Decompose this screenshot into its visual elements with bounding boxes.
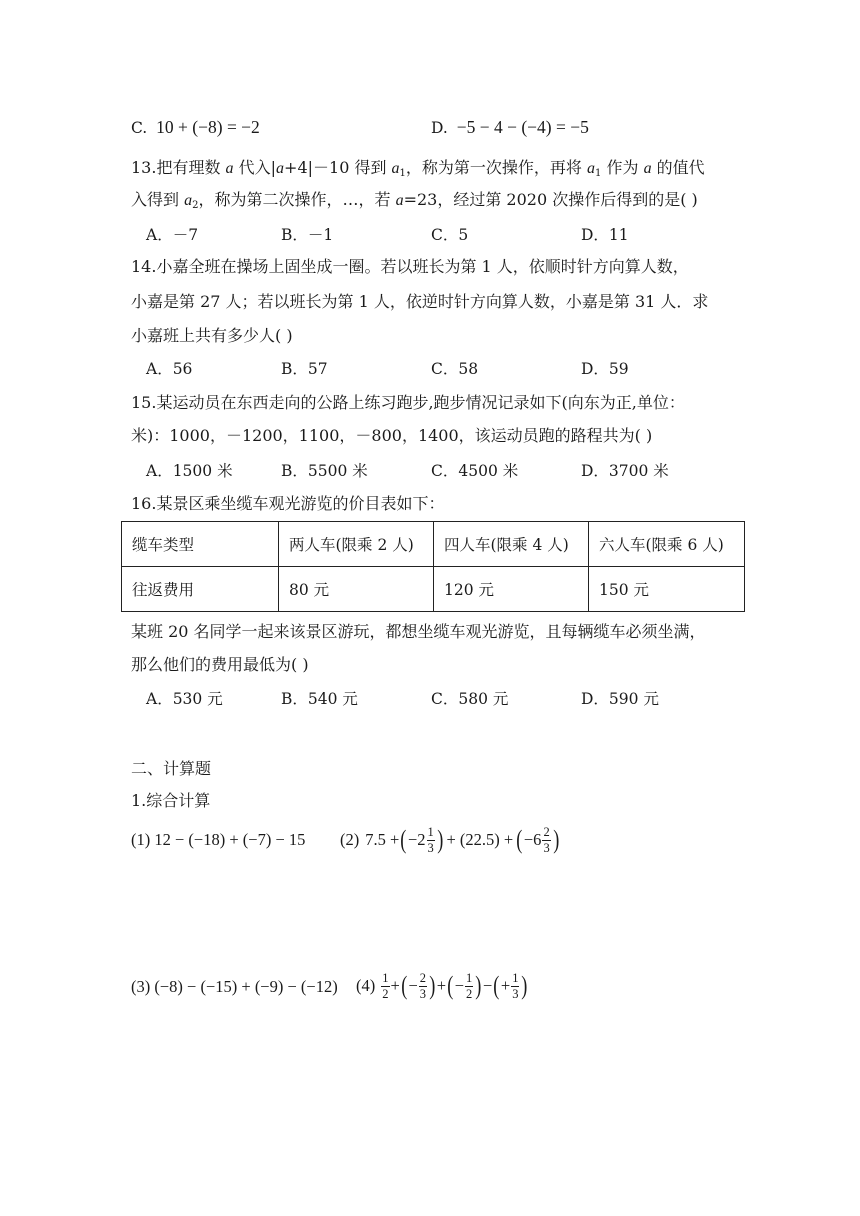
var: a <box>587 160 596 177</box>
numerator: 1 <box>382 971 389 985</box>
q13-line-1 <box>131 157 705 185</box>
q13-option-c: C．5 <box>431 226 469 244</box>
right-paren: ) <box>475 971 482 1000</box>
table-header-row <box>122 522 745 567</box>
text: ，称为第二次操作，…，若 <box>198 190 396 209</box>
q15-line-1: 15.某运动员在东西走向的公路上练习跑步,跑步情况记录如下(向东为正,单位： <box>131 393 685 412</box>
math-term: −2 <box>407 830 426 849</box>
q15-option-b: B．5500 米 <box>281 462 368 480</box>
var: a <box>184 192 193 209</box>
fraction <box>465 972 473 1000</box>
numerator: 1 <box>427 825 434 839</box>
q13-option-b: B．－1 <box>281 226 334 244</box>
numerator: 2 <box>419 971 427 985</box>
operator: − <box>482 976 493 995</box>
q15-line-2: 米)：1000，－1200，1100，－800，1400，该运动员跑的路程共为( ) <box>131 426 653 445</box>
q16-option-b: B．540 元 <box>281 690 358 708</box>
var: a <box>395 192 404 209</box>
q16-option-a: A．530 元 <box>146 690 223 708</box>
denominator: 3 <box>427 840 434 855</box>
q14-option-a: A．56 <box>146 360 193 378</box>
right-paren: ) <box>437 825 444 854</box>
q13-option-a: A．－7 <box>146 226 199 244</box>
var: a <box>643 160 652 177</box>
operator: − <box>454 976 465 995</box>
table-cell: 缆车类型 <box>122 522 279 567</box>
q14-line-1: 14.小嘉全班在操场上固坐成一圈。若以班长为第 1 人，依顺时针方向算人数， <box>131 257 689 276</box>
text: +4|－10 得到 <box>284 158 392 177</box>
text: 代入| <box>233 158 277 177</box>
left-paren: ( <box>401 971 408 1000</box>
q13-option-d: D．11 <box>581 226 629 244</box>
q13-line-2 <box>131 189 698 217</box>
option-expression: −5 − 4 − (−4) = −5 <box>456 117 589 137</box>
section-heading: 二、计算题 <box>131 759 212 778</box>
math-term: 7.5 + <box>365 830 400 849</box>
problem-1: (1) 12 − (−18) + (−7) − 15 <box>131 830 306 849</box>
q14-option-b: B．57 <box>281 360 328 378</box>
q16-option-c: C．580 元 <box>431 690 509 708</box>
q14-option-d: D．59 <box>581 360 629 378</box>
fraction <box>427 826 435 854</box>
q12-option-d <box>431 116 589 139</box>
table-cell: 两人车(限乘 2 人) <box>279 522 434 567</box>
q14-option-c: C．58 <box>431 360 479 378</box>
table-cell: 四人车(限乘 4 人) <box>434 522 589 567</box>
left-paren: ( <box>447 971 454 1000</box>
q15-option-a: A．1500 米 <box>146 462 233 480</box>
right-paren: ) <box>521 971 528 1000</box>
option-label: C. <box>131 119 148 137</box>
table-cell: 80 元 <box>279 567 434 612</box>
math-term: −6 <box>523 830 542 849</box>
text: 作为 <box>601 158 644 177</box>
denominator: 3 <box>419 986 427 1001</box>
question-title: 1.综合计算 <box>131 791 211 810</box>
option-label: D. <box>431 119 448 137</box>
price-table <box>121 521 745 612</box>
left-paren: ( <box>493 971 500 1000</box>
text: 入得到 <box>131 190 185 209</box>
problem-label: (2) <box>340 830 360 849</box>
numerator: 2 <box>543 825 550 839</box>
denominator: 2 <box>466 986 473 1001</box>
numerator: 1 <box>466 971 473 985</box>
subscript: 1 <box>595 168 602 179</box>
text: =23，经过第 2020 次操作后得到的是( ) <box>403 190 698 209</box>
table-cell: 150 元 <box>589 567 745 612</box>
q14-line-2: 小嘉是第 27 人；若以班长为第 1 人，依逆时针方向算人数，小嘉是第 31 人．求 <box>131 292 709 311</box>
problem-2 <box>340 820 560 860</box>
table-cell: 120 元 <box>434 567 589 612</box>
denominator: 3 <box>543 840 550 855</box>
right-paren: ) <box>552 825 560 854</box>
problem-4 <box>356 966 529 1006</box>
problem-label: (4) <box>356 976 376 995</box>
var: a <box>276 160 285 177</box>
operator: + <box>500 976 511 995</box>
math-term: + (22.5) + <box>446 830 514 849</box>
table-cell: 六人车(限乘 6 人) <box>589 522 745 567</box>
fraction <box>511 972 519 1000</box>
numerator: 1 <box>512 971 519 985</box>
operator: − <box>408 976 418 995</box>
text: 的值代 <box>651 158 705 177</box>
operator: + <box>436 976 447 995</box>
fraction <box>419 972 427 1000</box>
text: ，称为第一次操作，再将 <box>405 158 588 177</box>
q15-option-d: D．3700 米 <box>581 462 669 480</box>
denominator: 3 <box>512 986 519 1001</box>
left-paren: ( <box>516 825 523 854</box>
q16-after-line-1: 某班 20 名同学一起来该景区游玩，都想坐缆车观光游览，且每辆缆车必须坐满， <box>131 622 706 641</box>
table-cell: 往返费用 <box>122 567 279 612</box>
denominator: 2 <box>382 986 389 1001</box>
subscript: 2 <box>192 200 199 211</box>
left-paren: ( <box>400 825 407 854</box>
problem-3: (3) (−8) − (−15) + (−9) − (−12) <box>131 977 338 996</box>
fraction <box>542 826 550 854</box>
q12-option-c <box>131 116 260 139</box>
q16-intro: 16.某景区乘坐缆车观光游览的价目表如下： <box>131 494 445 513</box>
table-row <box>122 567 745 612</box>
var: a <box>225 160 234 177</box>
right-paren: ) <box>429 971 436 1000</box>
option-expression: 10 + (−8) = −2 <box>156 117 260 137</box>
text: 13.把有理数 <box>131 158 226 177</box>
q15-option-c: C．4500 米 <box>431 462 519 480</box>
subscript: 1 <box>399 168 406 179</box>
var: a <box>391 160 400 177</box>
fraction <box>381 972 389 1000</box>
q16-after-line-2: 那么他们的费用最低为( ) <box>131 655 309 674</box>
q16-option-d: D．590 元 <box>581 690 659 708</box>
operator: + <box>390 976 400 995</box>
q14-line-3: 小嘉班上共有多少人( ) <box>131 326 293 345</box>
